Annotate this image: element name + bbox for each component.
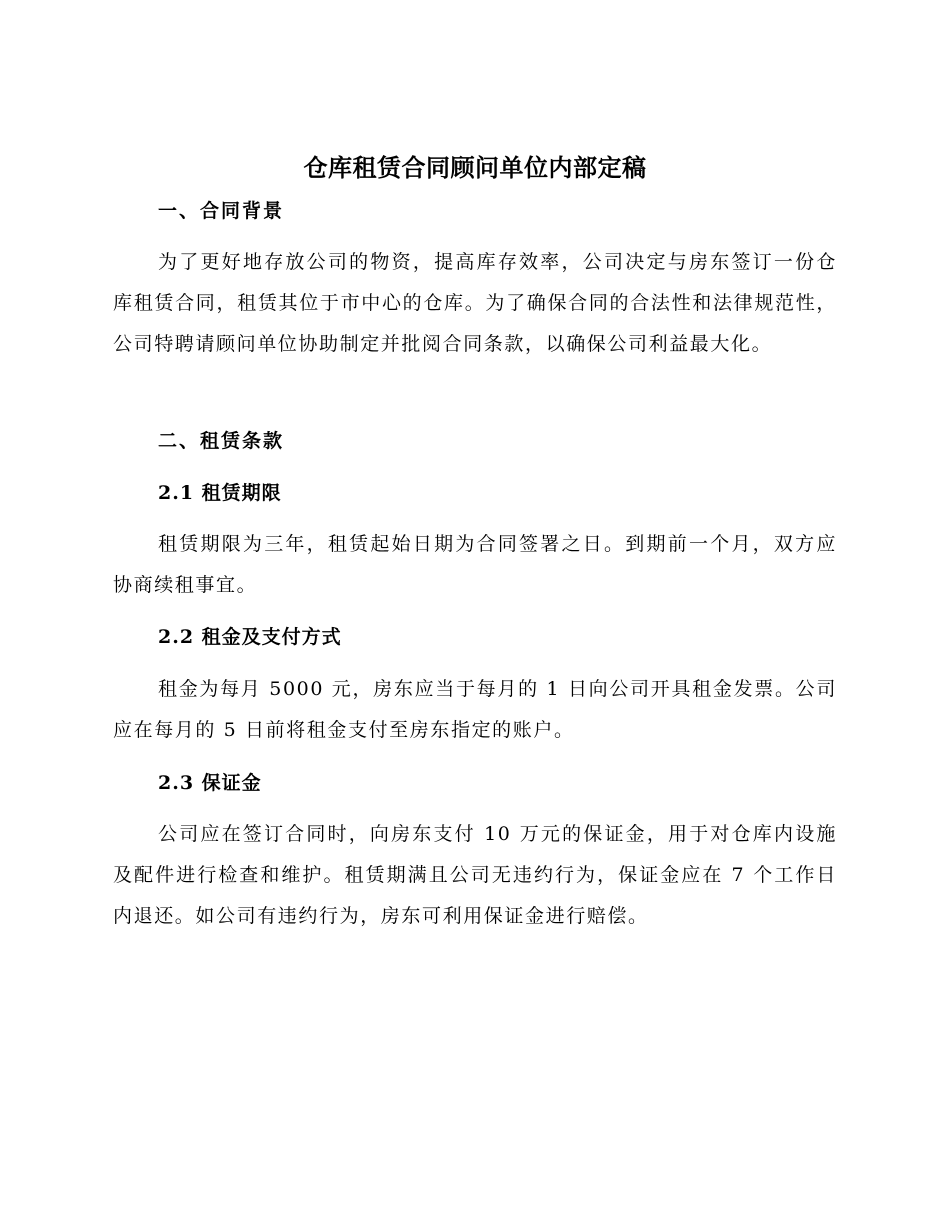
paragraph-rent-payment: 租金为每月 5000 元，房东应当于每月的 1 日向公司开具租金发票。公司应在每月的 5 日前将租金支付至房东指定的账户。 (113, 678, 837, 741)
paragraph-deposit: 公司应在签订合同时，向房东支付 10 万元的保证金，用于对仓库内设施及配件进行检查和维护。租赁期满且公司无违约行为，保证金应在 7 个工作日内退还。如公司有违约行为，房东可利用保证金进行赔偿。 (113, 823, 837, 927)
paragraph-lease-period: 租赁期限为三年，租赁起始日期为合同签署之日。到期前一个月，双方应协商续租事宜。 (113, 533, 837, 596)
section-heading-lease-terms: 二、租赁条款 (158, 430, 285, 452)
document-title: 仓库租赁合同顾问单位内部定稿 (303, 154, 647, 182)
paragraph-background: 为了更好地存放公司的物资，提高库存效率，公司决定与房东签订一份仓库租赁合同，租赁其位于市中心的仓库。为了确保合同的合法性和法律规范性，公司特聘请顾问单位协助制定并批阅合同条款，以确保公司利益最大化。 (113, 251, 837, 355)
section-heading-background: 一、合同背景 (158, 200, 285, 222)
subsection-heading-rent-payment: 2.2 租金及支付方式 (158, 626, 342, 648)
subsection-heading-deposit: 2.3 保证金 (158, 772, 262, 794)
subsection-heading-lease-period: 2.1 租赁期限 (158, 482, 282, 504)
